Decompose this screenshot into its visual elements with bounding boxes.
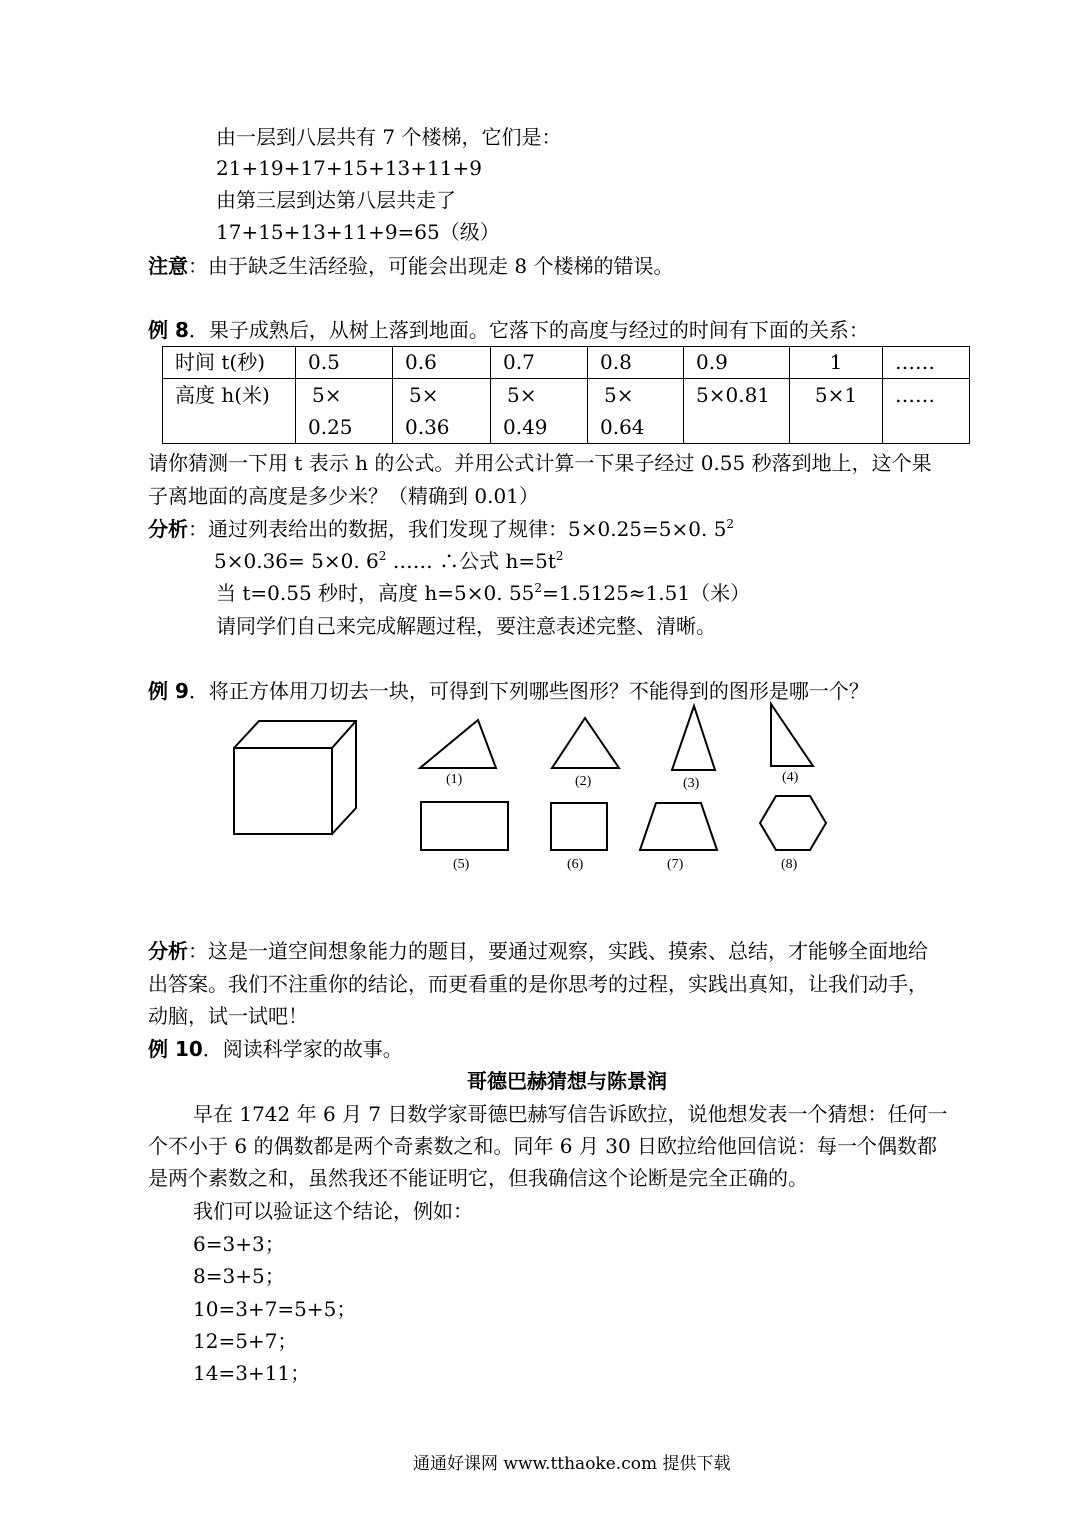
analysis-text: =1.5125≈1.51（米）: [542, 581, 751, 605]
square-6: [551, 803, 607, 850]
triangle-4: [771, 704, 813, 766]
analysis-line: 出答案。我们不注重你的结论，而更看重的是你思考的过程，实践出真知，让我们动手，: [148, 972, 928, 996]
analysis-line: 请同学们自己来完成解题过程，要注意表述完整、清晰。: [216, 614, 716, 638]
example-label: 例 8: [148, 318, 189, 342]
analysis-label: 分析: [148, 939, 188, 963]
table-cell: 时间 t(秒): [163, 347, 296, 379]
equation-line: 6=3+3；: [193, 1232, 285, 1256]
note-text: ：由于缺乏生活经验，可能会出现走 8 个楼梯的错误。: [188, 254, 674, 278]
equation-line: 10=3+7=5+5；: [193, 1297, 357, 1321]
table-cell: 5× 0.25: [296, 379, 393, 444]
rectangle-5: [421, 802, 508, 850]
text-line: 17+15+13+11+9=65（级）: [216, 220, 500, 244]
equation-line: 8=3+5；: [193, 1264, 285, 1288]
table-cell: 0.7: [491, 347, 588, 379]
example-text: ．阅读科学家的故事。: [202, 1037, 403, 1061]
table-cell: 5× 0.64: [588, 379, 684, 444]
example-text: ．果子成熟后，从树上落到地面。它落下的高度与经过的时间有下面的关系：: [188, 318, 869, 342]
question-line: 请你猜测一下用 t 表示 h 的公式。并用公式计算一下果子经过 0.55 秒落到地上，这个果: [148, 451, 932, 475]
analysis-text: 5×0.36= 5×0. 6: [214, 549, 379, 573]
analysis-line: 当 t=0.55 秒时，高度 h=5×0. $55^2=1.5125\approx 1.51$（米）: [216, 581, 751, 605]
story-line: 是两个素数之和，虽然我还不能证明它，但我确信这个论断是完全正确的。: [148, 1166, 808, 1190]
example-label: 例 10: [148, 1037, 203, 1061]
text-line: 由第三层到达第八层共走了: [216, 188, 456, 212]
analysis-text: 当 t=0.55 秒时，高度 h=5×0. 55: [216, 581, 535, 605]
table-cell: 1: [790, 347, 883, 379]
equation-line: 14=3+11；: [193, 1361, 311, 1385]
table-cell: 0.9: [684, 347, 790, 379]
story-line: 个不小于 6 的偶数都是两个奇素数之和。同年 6 月 30 日欧拉给他回信说：每一个偶数都: [148, 1134, 938, 1158]
table-cell: 0.6: [393, 347, 491, 379]
example-10-heading: [148, 1039, 403, 1059]
story-line: 我们可以验证这个结论，例如：: [193, 1199, 473, 1223]
analysis-text: ：这是一道空间想象能力的题目，要通过观察，实践、摸索、总结，才能够全面地给: [188, 939, 928, 963]
analysis-line: [148, 941, 928, 961]
hexagon-8: [760, 796, 826, 850]
example-label: 例 9: [148, 679, 189, 703]
table-cell: 高度 h(米): [163, 379, 296, 444]
cube-figure: [234, 721, 356, 834]
text-line: 由一层到八层共有 7 个楼梯，它们是：: [216, 125, 562, 149]
equation-line: 12=5+7；: [193, 1329, 298, 1353]
figure-caption: (6): [567, 857, 584, 872]
analysis-text: ：通过列表给出的数据，我们发现了规律：5×0.25=5×0. 5: [188, 517, 727, 541]
table-cell: 5× 0.36: [393, 379, 491, 444]
story-title: 哥德巴赫猜想与陈景润: [467, 1069, 667, 1093]
question-line: 子离地面的高度是多少米？（精确到 0.01）: [148, 484, 539, 508]
figure-caption: (1): [446, 772, 463, 787]
table-cell: ……: [883, 379, 970, 444]
table-cell: 0.5: [296, 347, 393, 379]
analysis-line: 动脑，试一试吧！: [148, 1004, 308, 1028]
trapezoid-7: [640, 803, 717, 850]
table-cell: 5× 0.49: [491, 379, 588, 444]
figure-caption: (5): [453, 857, 470, 872]
example-text: ．将正方体用刀切去一块，可得到下列哪些图形？不能得到的图形是哪一个？: [188, 679, 869, 703]
triangle-3: [672, 706, 715, 770]
story-line: 早在 1742 年 6 月 7 日数学家哥德巴赫写信告诉欧拉，说他想发表一个猜想：任何一: [193, 1102, 948, 1126]
figure-caption: (4): [782, 770, 799, 785]
table-cell: 5×1: [790, 379, 883, 444]
figure-caption: (7): [667, 857, 684, 872]
analysis-line: 分析：通过列表给出的数据，我们发现了规律：5×0.25=5×0. $5^2$: [148, 517, 735, 541]
triangle-2: [552, 718, 619, 768]
triangle-1: [420, 720, 496, 768]
page-footer: 通通好课网 www.tthaoke.com 提供下载: [413, 1454, 731, 1474]
table-cell: 0.8: [588, 347, 684, 379]
analysis-line: 5×0.36= 5×0. $6^2$ …… ∴公式 $h=5t^2$: [214, 549, 564, 573]
note-label: 注意: [148, 254, 188, 278]
table-cell: ……: [883, 347, 970, 379]
table-cell: 5×0.81: [684, 379, 790, 444]
figure-caption: (8): [781, 857, 798, 872]
figure-caption: (3): [683, 776, 700, 791]
figure-caption: (2): [575, 774, 592, 789]
analysis-label: 分析: [148, 517, 188, 541]
analysis-text: …… ∴公式 h=5t: [386, 549, 556, 573]
text-line: 21+19+17+15+13+11+9: [216, 156, 482, 180]
